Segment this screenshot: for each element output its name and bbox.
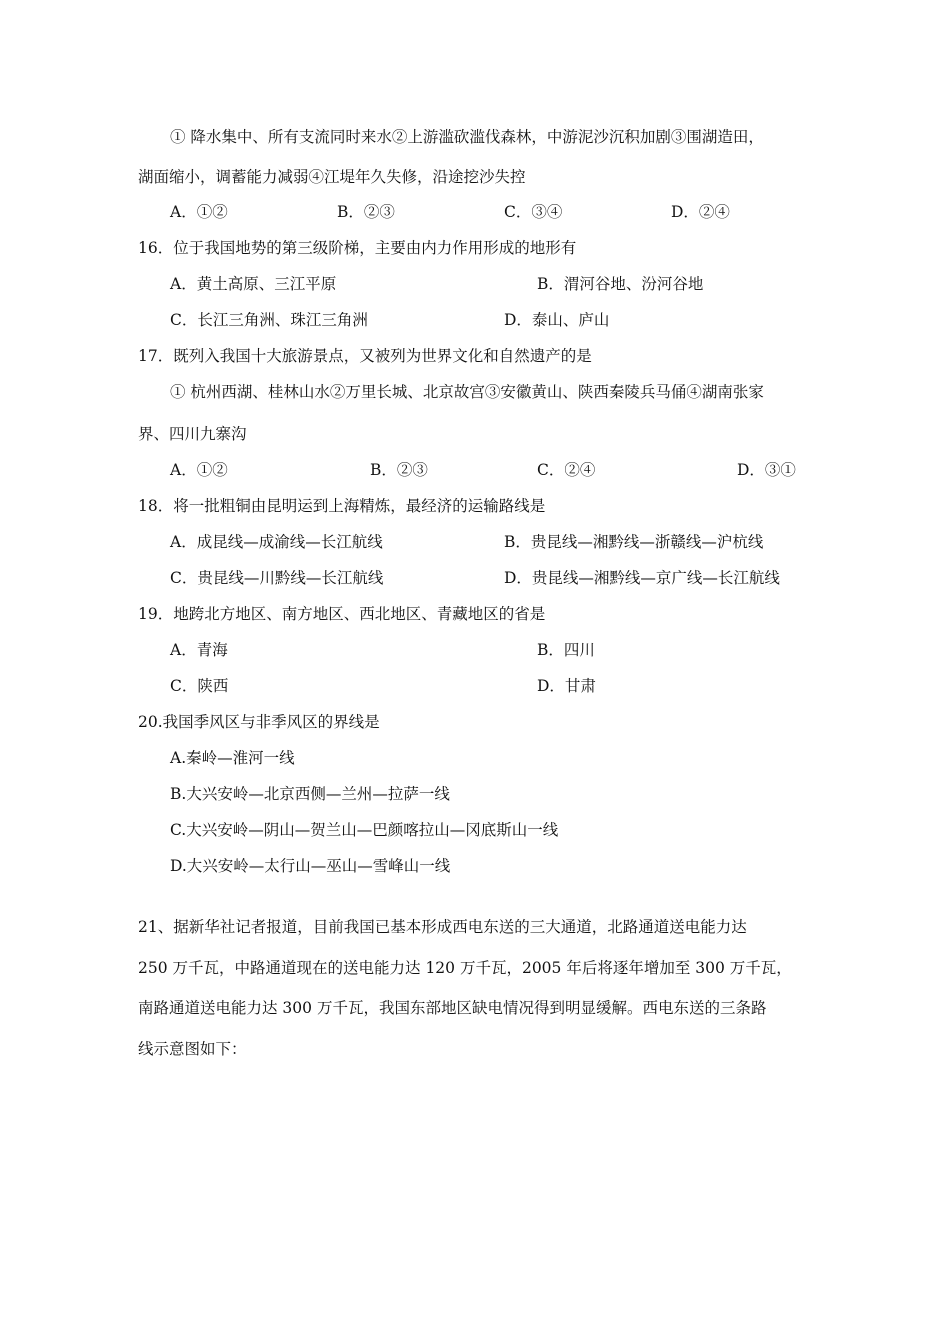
q15-option-c: C．③④ [504,203,563,221]
q16-option-c: C．长江三角洲、珠江三角洲 [170,311,368,329]
q17-option-c: C．②④ [537,461,596,479]
q21-line2: 250 万千瓦，中路通道现在的送电能力达 120 万千瓦，2005 年后将逐年增加至 300 万千瓦， [138,959,792,977]
q16-option-a: A．黄土高原、三江平原 [170,275,337,293]
q15-option-b: B．②③ [337,203,395,221]
q15-stem-line1: ① 降水集中、所有支流同时来水②上游滥砍滥伐森林，中游泥沙沉积加剧③围湖造田， [170,128,764,146]
q21-line4: 线示意图如下： [138,1040,247,1058]
q18-option-d: D．贵昆线—湘黔线—京广线—长江航线 [504,569,780,587]
q19-option-d: D．甘肃 [537,677,596,695]
q17-stem: 17．既列入我国十大旅游景点，又被列为世界文化和自然遗产的是 [138,347,592,365]
q19-option-c: C．陕西 [170,677,229,695]
q15-option-d: D．②④ [671,203,730,221]
q20-option-d: D.大兴安岭—太行山—巫山—雪峰山一线 [170,857,451,875]
q18-option-a: A．成昆线—成渝线—长江航线 [170,533,383,551]
q15-option-a: A．①② [170,203,228,221]
q21-line3: 南路通道送电能力达 300 万千瓦，我国东部地区缺电情况得到明显缓解。西电东送的三条路 [138,999,767,1017]
q17-sub-line2: 界、四川九寨沟 [138,425,247,443]
q20-stem: 20.我国季风区与非季风区的界线是 [138,713,380,731]
q18-stem: 18．将一批粗铜由昆明运到上海精炼，最经济的运输路线是 [138,497,546,515]
q16-stem: 16．位于我国地势的第三级阶梯，主要由内力作用形成的地形有 [138,239,577,257]
q21-line1: 21、据新华社记者报道，目前我国已基本形成西电东送的三大通道，北路通道送电能力达 [138,918,747,936]
q19-stem: 19．地跨北方地区、南方地区、西北地区、青藏地区的省是 [138,605,546,623]
q19-option-a: A．青海 [170,641,228,659]
q20-option-a: A.秦岭—淮河一线 [170,749,295,767]
q17-option-b: B．②③ [370,461,428,479]
q19-option-b: B．四川 [537,641,595,659]
q20-option-c: C.大兴安岭—阴山—贺兰山—巴颜喀拉山—冈底斯山一线 [170,821,559,839]
q16-option-d: D．泰山、庐山 [504,311,610,329]
q18-option-c: C．贵昆线—川黔线—长江航线 [170,569,384,587]
q15-stem-line2: 湖面缩小，调蓄能力减弱④江堤年久失修，沿途挖沙失控 [138,168,526,186]
q17-sub-line1: ① 杭州西湖、桂林山水②万里长城、北京故宫③安徽黄山、陕西秦陵兵马俑④湖南张家 [170,383,764,401]
q16-option-b: B．渭河谷地、汾河谷地 [537,275,704,293]
q20-option-b: B.大兴安岭—北京西侧—兰州—拉萨一线 [170,785,450,803]
q18-option-b: B．贵昆线—湘黔线—浙赣线—沪杭线 [504,533,764,551]
q17-option-d: D．③① [737,461,796,479]
q17-option-a: A．①② [170,461,228,479]
